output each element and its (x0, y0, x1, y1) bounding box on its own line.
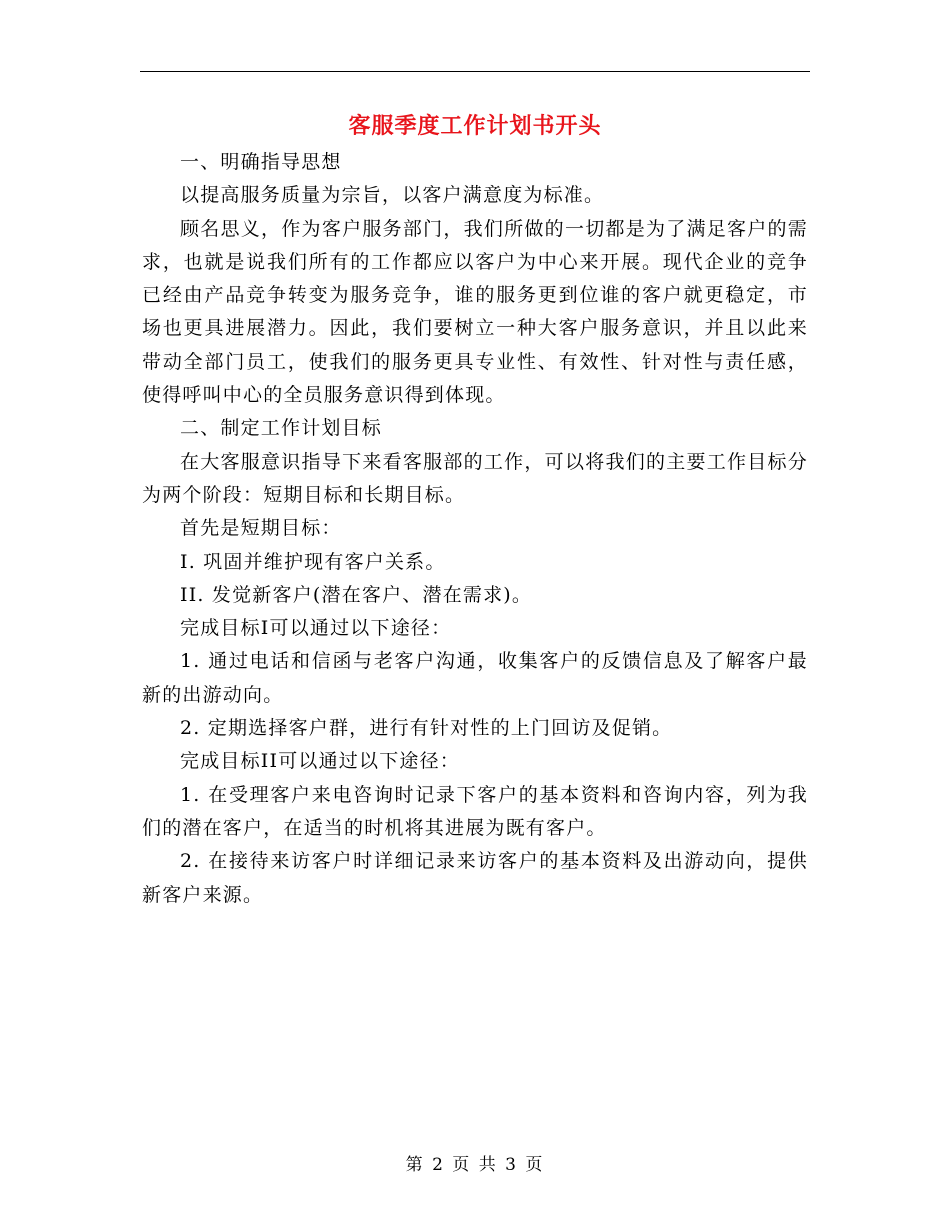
header-rule (140, 71, 810, 72)
list-item: 1. 在受理客户来电咨询时记录下客户的基本资料和咨询内容，列为我们的潜在客户，在适当的时机将其进展为既有客户。 (142, 783, 808, 839)
document-body (142, 146, 808, 912)
list-item: I. 巩固并维护现有客户关系。 (180, 550, 446, 573)
paragraph: 顾名思义，作为客户服务部门，我们所做的一切都是为了满足客户的需求，也就是说我们所有的工作都应以客户为中心来开展。现代企业的竞争已经由产品竞争转变为服务竞争，谁的服务更到位谁的客户就更稳定，市场也更具进展潜力。因此，我们要树立一种大客户服务意识，并且以此来带动全部门员工，使我们的服务更具专业性、有效性、针对性与责任感，使得呼叫中心的全员服务意识得到体现。 (142, 217, 808, 407)
list-item: 2. 定期选择客户群，进行有针对性的上门回访及促销。 (180, 717, 673, 740)
section-heading-1: 一、明确指导思想 (180, 151, 342, 173)
paragraph: 完成目标II可以通过以下途径： (180, 750, 461, 773)
list-item: 2. 在接待来访客户时详细记录来访客户的基本资料及出游动向，提供新客户来源。 (142, 850, 808, 906)
paragraph: 以提高服务质量为宗旨，以客户满意度为标准。 (180, 184, 605, 207)
page-number: 第 2 页 共 3 页 (405, 1155, 545, 1175)
paragraph: 首先是短期目标： (180, 517, 342, 540)
section-heading-2: 二、制定工作计划目标 (180, 417, 383, 440)
paragraph: 在大客服意识指导下来看客服部的工作，可以将我们的主要工作目标分为两个阶段：短期目标和长期目标。 (142, 450, 808, 506)
document-title: 客服季度工作计划书开头 (348, 113, 602, 139)
paragraph: 完成目标I可以通过以下途径： (180, 617, 452, 640)
list-item: II. 发觉新客户(潜在客户、潜在需求)。 (180, 583, 533, 606)
list-item: 1. 通过电话和信函与老客户沟通，收集客户的反馈信息及了解客户最新的出游动向。 (142, 650, 808, 706)
